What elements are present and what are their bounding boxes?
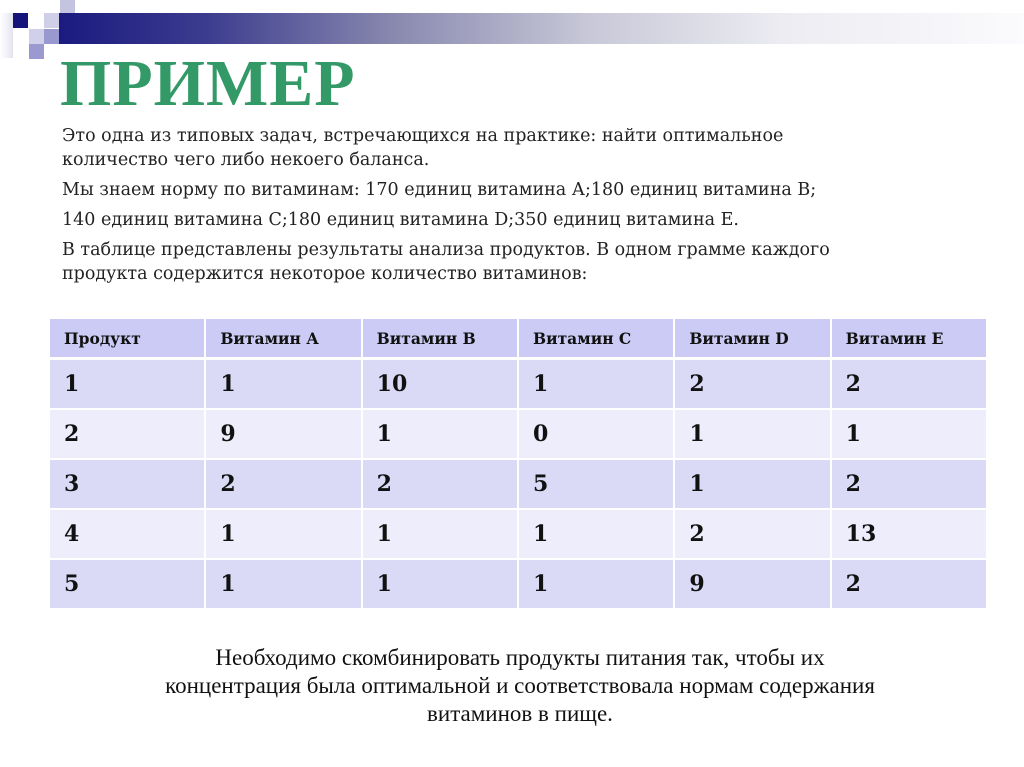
table-cell: 1	[519, 560, 673, 610]
table-header-row	[50, 319, 986, 360]
table-cell: 1	[206, 510, 360, 560]
table-cell: 2	[832, 560, 986, 610]
square-dark-icon	[13, 13, 28, 28]
intro-line: продукта содержится некоторое количество витаминов:	[62, 264, 588, 284]
table-row	[50, 360, 986, 410]
table-cell: 5	[50, 560, 204, 610]
square-mid-icon	[29, 44, 44, 59]
intro-line: Это одна из типовых задач, встречающихся на практике: найти оптимальное	[62, 126, 784, 146]
conclusion-line: Необходимо скомбинировать продукты питания так, чтобы их	[215, 645, 825, 670]
square-mid-icon	[44, 29, 59, 44]
table-cell: 1	[206, 360, 360, 410]
vitamin-table	[48, 319, 988, 610]
conclusion-text	[60, 644, 980, 728]
table-cell: 2	[363, 460, 517, 510]
table-cell: 2	[206, 460, 360, 510]
table-row	[50, 510, 986, 560]
table-cell: 2	[832, 360, 986, 410]
table-cell: 1	[519, 510, 673, 560]
square-fade-icon	[0, 13, 13, 58]
column-header: Витамин В	[363, 319, 517, 360]
column-header: Продукт	[50, 319, 204, 360]
intro-line: 140 единиц витамина С;180 единиц витамина D;350 единиц витамина Е.	[62, 210, 739, 230]
table-cell: 9	[675, 560, 829, 610]
table-cell: 1	[50, 360, 204, 410]
square-light-icon	[44, 13, 59, 28]
table-cell: 1	[363, 410, 517, 460]
column-header: Витамин Е	[832, 319, 986, 360]
slide-title: ПРИМЕР	[60, 47, 356, 120]
header-bar	[59, 13, 1024, 44]
conclusion-line: концентрация была оптимальной и соответствовала нормам содержания	[165, 673, 875, 698]
table-cell: 10	[363, 360, 517, 410]
table-cell: 1	[832, 410, 986, 460]
conclusion-line: витаминов в пище.	[427, 701, 613, 726]
square-light-icon	[29, 29, 44, 44]
table-cell: 4	[50, 510, 204, 560]
table-row	[50, 460, 986, 510]
table-cell: 1	[363, 560, 517, 610]
intro-line: количество чего либо некоего баланса.	[62, 150, 430, 170]
table-cell: 1	[363, 510, 517, 560]
column-header: Витамин С	[519, 319, 673, 360]
table-cell: 1	[206, 560, 360, 610]
column-header: Витамин А	[206, 319, 360, 360]
table-cell: 1	[675, 460, 829, 510]
table-cell: 0	[519, 410, 673, 460]
intro-line: В таблице представлены результаты анализа продуктов. В одном грамме каждого	[62, 240, 830, 260]
table-cell: 13	[832, 510, 986, 560]
table-cell: 5	[519, 460, 673, 510]
table-row	[50, 410, 986, 460]
column-header: Витамин D	[675, 319, 829, 360]
table-cell: 1	[519, 360, 673, 410]
table-row	[50, 560, 986, 610]
intro-text	[62, 124, 992, 286]
table-cell: 2	[675, 510, 829, 560]
table-cell: 2	[675, 360, 829, 410]
table-cell: 3	[50, 460, 204, 510]
table-cell: 2	[832, 460, 986, 510]
table-cell: 2	[50, 410, 204, 460]
table-cell: 1	[675, 410, 829, 460]
table-cell: 9	[206, 410, 360, 460]
intro-line: Мы знаем норму по витаминам: 170 единиц витамина А;180 единиц витамина В;	[62, 180, 817, 200]
